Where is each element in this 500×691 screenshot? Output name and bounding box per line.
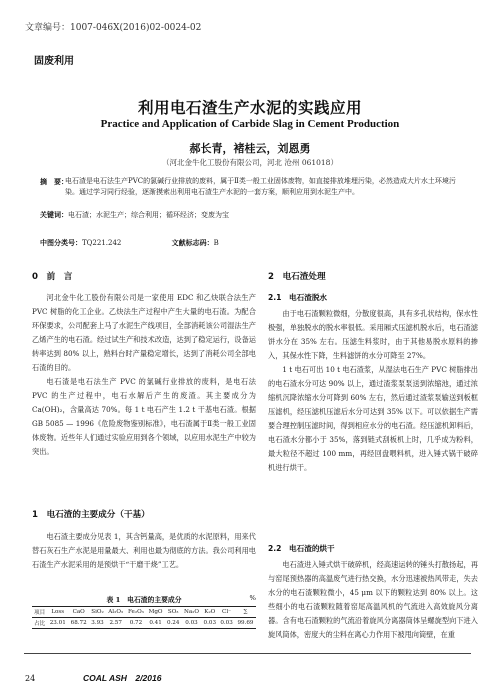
table-cell: 3.93 [89, 618, 106, 629]
paper-title-en: Practice and Application of Carbide Slag in Cement Production [100, 118, 400, 130]
table-header-cell: 项目 [32, 607, 47, 618]
table-unit: % [249, 594, 256, 602]
keywords-text: 电石渣；水泥生产；综合利用；循环经济；变废为宝 [68, 211, 229, 219]
page-number: 24 [25, 674, 36, 683]
section-2-1-heading: 2.1 电石渣脱水 [268, 293, 328, 302]
clc-value: TQ221.242 [82, 239, 122, 247]
dewatering-paragraph-1: 由于电石渣颗粒微细，分散度很高，具有多孔状结构，保水性极强，单独脱水的脱水率很低。采用厢式压滤机脱水后，电石渣滤饼水分在 35% 左右。压滤生料浆时，由于其他易脱水原料的掺入，其保水性下降，生料滤饼的水分可降至 27%。 [268, 309, 478, 360]
table-header-cell: Loss [47, 607, 68, 618]
classification [40, 237, 465, 249]
table-cell: 占比 [32, 618, 47, 629]
table-header-row [32, 607, 256, 618]
left-col-intro [32, 291, 256, 459]
table-cell: 0.72 [126, 618, 147, 629]
table-header-cell: CaO [68, 607, 89, 618]
article-number: 文章编号：1007-046X(2016)02-0024-02 [25, 23, 202, 33]
section-0-heading: 0 前 言 [32, 272, 73, 282]
drying-paragraph: 电石渣进入锤式烘干破碎机，经高速运转的锤头打散扬起，再与窑尾预热器的高温废气进行热交换，水分迅速被热风带走，失去水分的电石渣颗粒微小，45 μm 以下的颗粒达到 80% 以上。这些细小的电石渣颗粒随着窑尾高温风机的气流进入高效旋风分离器。含有电石渣颗粒的气流沿着旋风分离器筒体呈螺旋型向下进入旋风筒体，密度大的尘料在离心力作用下被甩向筒壁，在重 [268, 560, 478, 639]
table-cell: 0.41 [146, 618, 164, 629]
clc-label: 中图分类号： [40, 238, 82, 247]
composition-paragraph: 电石渣主要成分见表 1，其含钙量高，是优质的水泥原料，用来代替石灰石生产水泥是用量最大、利用也最为彻底的方法。我公司利用电石渣生产水泥采用的是预烘干“干磨干烧”工艺。 [32, 532, 256, 569]
section-2-heading: 2 电石渣处理 [268, 272, 326, 282]
table-header-cell: MgO [146, 607, 164, 618]
table-header-cell: Na₂O [182, 607, 202, 618]
table-caption-text: 表 1 电石渣的主要成分 [106, 596, 182, 604]
intro-paragraph-2: 电石渣是电石法生产 PVC 的氯碱行业排放的废料，是电石法 PVC 的生产过程中，电石水解后产生的废渣。其主要成分为 Ca(OH)₂，含量高达 70%。每 1 t 电石产生 1.2 t 干基电石渣。根据 GB 5085 — 1996《危险废物鉴别标准》，电石渣属于Ⅱ类一般工业固体废物。近些年人们通过实验应用到各个领域，以应用水泥生产中较为突出。 [32, 377, 256, 456]
affiliation: （河北金牛化工股份有限公司，河北 沧州 061018） [162, 158, 338, 167]
table-cell: 68.72 [68, 618, 89, 629]
table-cell: 2.57 [106, 618, 126, 629]
dewatering-paragraph-2: 1 t 电石可出 10 t 电石渣浆，从湿法电石生产 PVC 树脂排出的电石渣水分可达 90% 以上，通过渣浆泵泵送到浓缩池，通过浓缩机沉降浓缩水分可降到 60% 左右，然后通过渣浆泵输送到板框压滤机，经压滤机压滤后水分可达到 35% 以下。可以依据生产需要合理控制压滤时间，得到相应水分的电石渣。经压滤机卸料后，电石渣水分都小于 35%，落到链式刮板机上时，几乎成为粉料，最大粒径不超过 100 mm，再经回盘喂料机，进入锤式锅干破碎机进行烘干。 [268, 365, 478, 472]
journal-name: COAL ASH 2/2016 [83, 673, 162, 683]
doc-code-label: 文献标志码： [171, 238, 214, 247]
keywords [40, 209, 465, 221]
abstract-label: 摘 要： [40, 177, 68, 186]
abstract-text: 电石渣是电石法生产PVC的氯碱行业排放的废料，属于Ⅱ类一般工业固体废物，如直接排放堆埋污染，必然造成大片水土环境污染。通过学习同行经验，逐渐摸索出利用电石渣生产水泥的一套方案，顺利应用到水泥生产中。 [65, 177, 456, 196]
table-cell: 0.03 [218, 618, 235, 629]
authors: 郝长青，褚桂云，刘恩勇 [189, 142, 311, 155]
table-cell: 0.03 [182, 618, 202, 629]
table-cell: 0.24 [165, 618, 182, 629]
right-col-drying [268, 558, 478, 656]
doc-code-value: B [213, 239, 219, 247]
keywords-label: 关键词： [40, 210, 68, 219]
paper-title-cn: 利用电石渣生产水泥的实践应用 [137, 98, 362, 117]
table-1-caption [32, 594, 256, 604]
composition-table [32, 606, 256, 629]
table-header-cell: ∑ [235, 607, 256, 618]
intro-paragraph-1: 河北金牛化工股份有限公司是一家使用 EDC 和乙炔联合法生产 PVC 树脂的化工企业。乙炔法生产过程中产生大量的电石渣。为配合环保要求，公司配套上马了水泥生产线项目，全部消耗该公司湿法生产乙烯产生的电石渣。经过试生产和技术改造，达到了稳定运行，设备运转率达到 80% 以上，熟料台时产量稳定增长，达到了消耗公司全部电石渣的目的。 [32, 293, 256, 372]
table-header-cell: SiO₂ [89, 607, 106, 618]
section-1-heading: 1 电石渣的主要成分（干基） [32, 510, 150, 520]
table-header-cell: Fe₂O₃ [126, 607, 147, 618]
table-header-cell: K₂O [201, 607, 218, 618]
table-cell: 0.03 [201, 618, 218, 629]
abstract [40, 176, 465, 198]
right-col-dewatering [268, 307, 478, 475]
table-cell: 23.01 [47, 618, 68, 629]
table-header-cell: Cl⁻ [218, 607, 235, 618]
table-cell: 99.69 [235, 618, 256, 629]
table-header-cell: Al₂O₃ [106, 607, 126, 618]
table-header-cell: SO₃ [165, 607, 182, 618]
left-col-composition [32, 530, 256, 572]
footer-rule [24, 653, 471, 654]
table-row [32, 618, 256, 629]
section-tag: 固废利用 [34, 56, 74, 67]
section-2-2-heading: 2.2 电石渣的烘干 [268, 544, 335, 553]
